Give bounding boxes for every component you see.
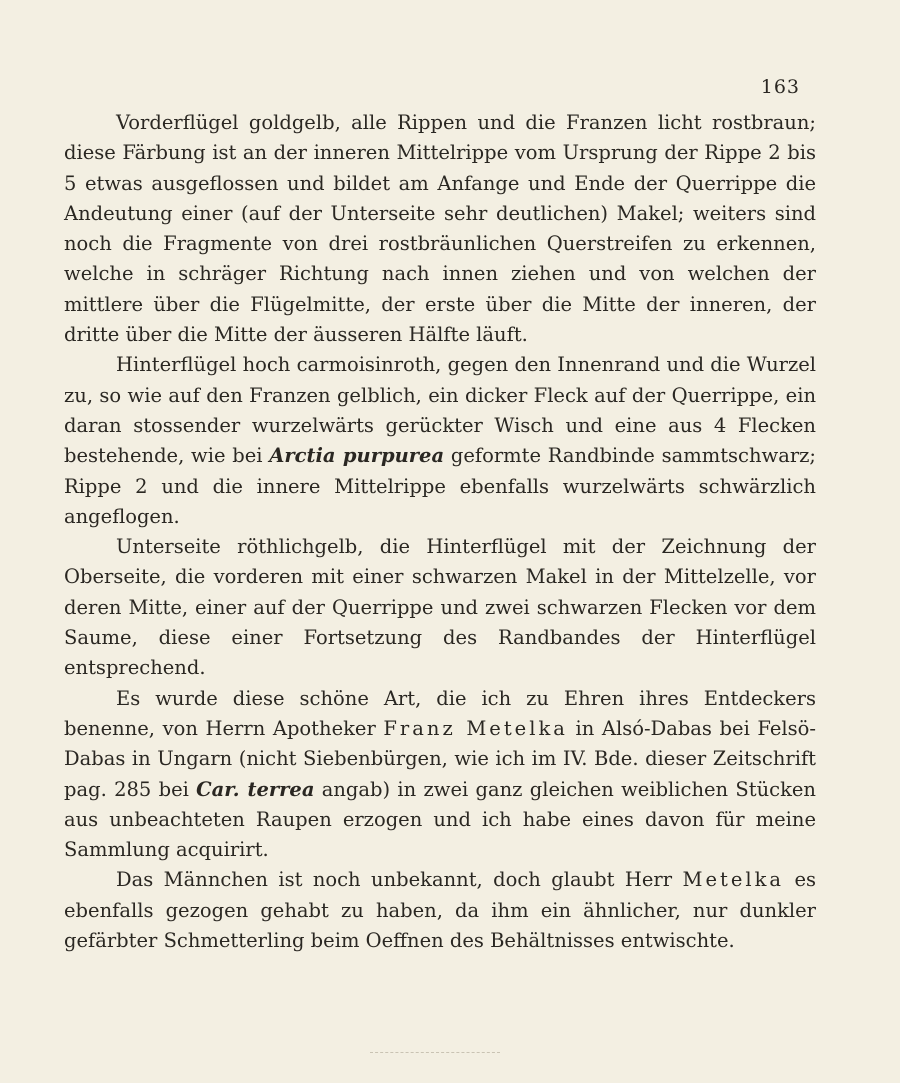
paragraph-discovery-text-a: Es wurde diese schöne Art, die ich zu Ehren ihres Entdeckers benenne, von Herrn Apotheker <box>64 686 816 740</box>
discoverer-surname: Metelka <box>682 868 785 892</box>
paragraph-discovery-text-b: in Alsó-Dabas bei Felsö-Dabas in Ungarn (nicht Siebenbürgen, wie ich im IV. Bde. dieser Zeitschrift pag. 285 bei <box>64 716 816 801</box>
paragraph-hindwing <box>64 350 816 532</box>
paragraph-hindwing-text-b: geformte Randbinde sammtschwarz; Rippe 2 und die innere Mittelrippe ebenfalls wurzelwärts schwärzlich angeflogen. <box>64 444 817 528</box>
paragraph-discovery-text-c: angab) in zwei ganz gleichen weiblichen Stücken aus unbeachteten Raupen erzogen und ich habe eines davon für meine Sammlung acquirirt. <box>64 777 816 862</box>
bottom-divider <box>370 1052 500 1054</box>
paragraph-male-text-a: Das Männchen ist noch unbekannt, doch glaubt Herr <box>116 868 683 892</box>
paragraph-forewing: Vorderflügel goldgelb, alle Rippen und die Franzen licht rostbraun; diese Färbung ist an der inneren Mittelrippe vom Ursprung der Rippe 2 bis 5 etwas ausgeflossen und bildet am Anfange und Ende der Querrippe die Andeutung einer (auf der Unterseite sehr deutlichen) Makel; weiters sind noch die Fragmente von drei rostbräunlichen Querstreifen zu erkennen, welche in schräger Richtung nach innen ziehen und von welchen der mittlere über die Flügelmitte, der erste über die Mitte der inneren, der dritte über die Mitte der äusseren Hälfte läuft. <box>64 111 816 347</box>
species-name-arctia-purpurea: Arctia purpurea <box>269 444 445 468</box>
paragraph-male <box>64 865 816 956</box>
discoverer-name: Franz Metelka <box>383 716 568 740</box>
species-name-car-terrea: Car. terrea <box>196 777 315 801</box>
paragraph-discovery <box>64 684 816 866</box>
page-number: 163 <box>760 76 800 98</box>
paragraph-underside: Unterseite röthlichgelb, die Hinterflügel mit der Zeichnung der Oberseite, die vorderen mit einer schwarzen Makel in der Mittelzelle, vor deren Mitte, einer auf der Querrippe und zwei schwarzen Flecken vor dem Saume, diese einer Fortsetzung des Randbandes der Hinterflügel entsprechend. <box>64 535 816 680</box>
body-text <box>64 108 816 956</box>
paragraph-male-text-b: es ebenfalls gezogen gehabt zu haben, da ihm ein ähnlicher, nur dunkler gefärbter Schmetterling beim Oeffnen des Behältnisses entwischte. <box>64 868 816 953</box>
paragraph-hindwing-text-a: Hinterflügel hoch carmoisinroth, gegen den Innenrand und die Wurzel zu, so wie auf den Franzen gelblich, ein dicker Fleck auf der Querrippe, ein daran stossender wurzelwärts gerückter Wisch und eine aus 4 Flecken bestehende, wie bei <box>64 353 816 468</box>
